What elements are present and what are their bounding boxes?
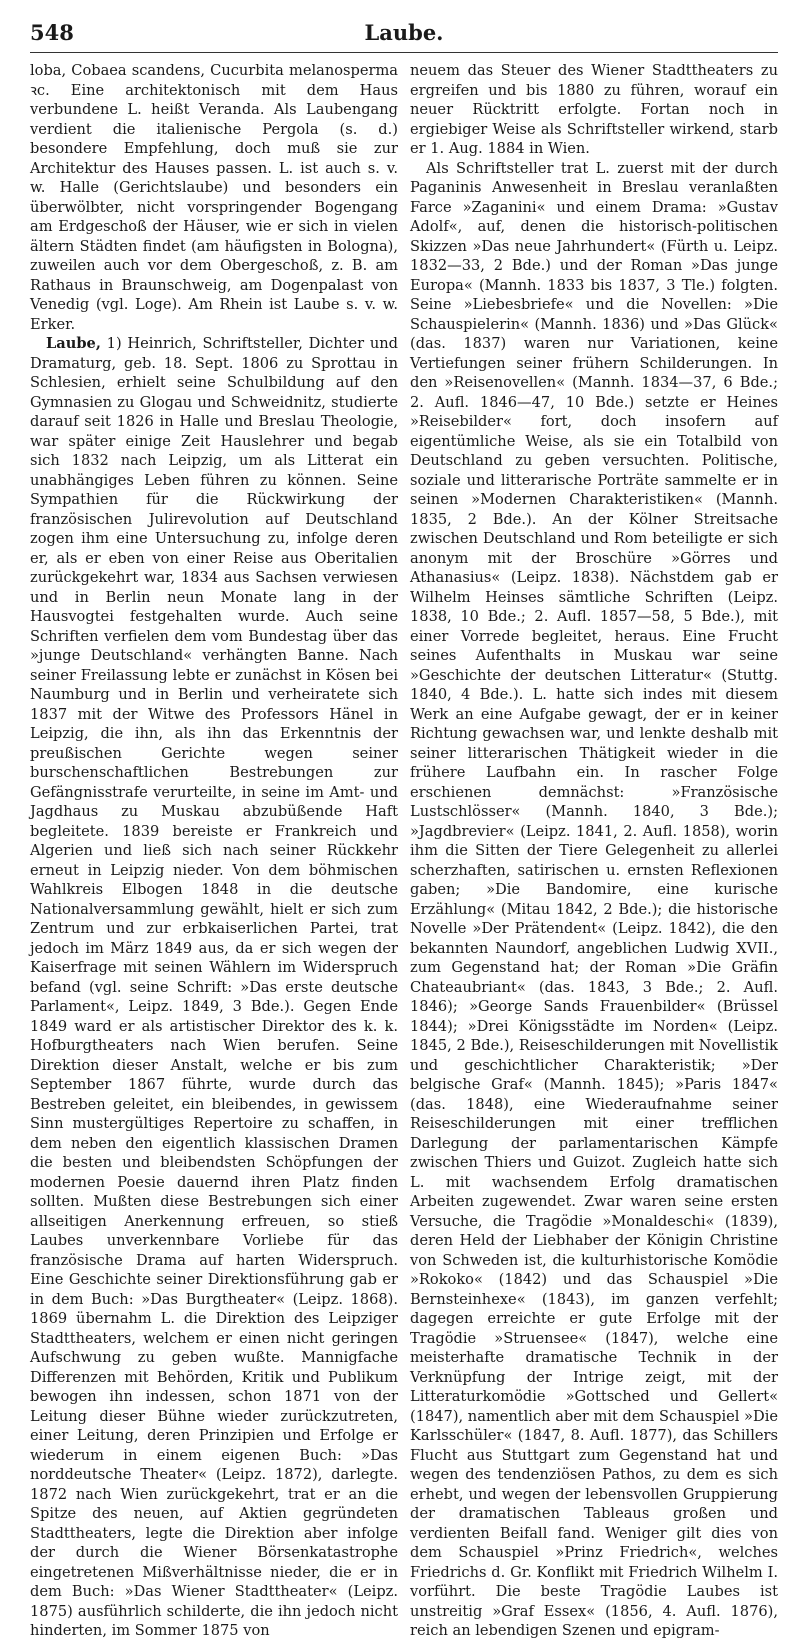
text-columns (30, 61, 778, 1639)
entry-continuation-laube: loba, Cobaea scandens, Cucurbita melanosperma ꝛc. Eine architektonisch mit dem Haus verbundene L. heißt Veranda. Als Laubengang verdient die italienische Pergola (s. d.) besondere Empfehlung, doch muß sie zur Architektur des Hauses passen. L. ist auch s. v. w. Halle (Gerichtslaube) und besonders ein überwölbter, nicht vorspringender Bogengang am Erdgeschoß der Häuser, wie er sich in vielen ältern Städten findet (am häufigsten in Bologna), zuweilen auch vor dem Obergeschoß, z. B. am Rathaus in Braunschweig, am Dogenpalast von Venedig (vgl. Loge). Am Rhein ist Laube s. v. w. Erker. (30, 62, 398, 333)
page-header (30, 18, 778, 53)
entry-continuation-laube-heinrich: neuem das Steuer des Wiener Stadttheaters zu ergreifen und bis 1880 zu führen, worauf ein neuer Rücktritt erfolgte. Fortan noch in ergiebiger Weise als Schriftsteller wirkend, starb er 1. Aug. 1884 in Wien. (410, 62, 778, 157)
entry-text: 1) Heinrich, Schriftsteller, Dichter und Dramaturg, geb. 18. Sept. 1806 zu Sprottau in Schlesien, erhielt seine Schulbildung auf den Gymnasien zu Glogau und Schweidnitz, studierte darauf seit 1826 in Halle und Breslau Theologie, war später einige Zeit Hauslehrer und begab sich 1832 nach Leipzig, um als Litterat ein unabhängiges Leben führen zu können. Seine Sympathien für die Rückwirkung der französischen Julirevolution auf Deutschland zogen ihm eine Untersuchung zu, infolge deren er, als er eben von einer Reise aus Oberitalien zurückgekehrt war, 1834 aus Sachsen verwiesen und in Berlin neun Monate lang in der Hausvogtei festgehalten wurde. Auch seine Schriften verfielen dem vom Bundestag über das »junge Deutschland« verhängten Banne. Nach seiner Freilassung lebte er zunächst in Kösen bei Naumburg und in Berlin und verheiratete sich 1837 mit der Witwe des Professors Hänel in Leipzig, die ihn, als ihn das Erkenntnis der preußischen Gerichte wegen seiner burschenschaftlichen Bestrebungen zur Gefängnisstrafe verurteilte, in seine im Amt- und Jagdhaus zu Muskau abzubüßende Haft begleitete. 1839 bereiste er Frankreich und Algerien und ließ sich nach seiner Rückkehr erneut in Leipzig nieder. Von dem böhmischen Wahlkreis Elbogen 1848 in die deutsche Nationalversammlung gewählt, hielt er sich zum Zentrum und zur erbkaiserlichen Partei, trat jedoch im März 1849 aus, da er sich wegen der Kaiserfrage mit seinen Wählern im Widerspruch befand (vgl. seine Schrift: »Das erste deutsche Parlament«, Leipz. 1849, 3 Bde.). Gegen Ende 1849 ward er als artistischer Direktor des k. k. Hofburgtheaters nach Wien berufen. Seine Direktion dieser Anstalt, welche er bis zum September 1867 führte, wurde durch das Bestreben geleitet, ein bleibendes, in gewissem Sinn mustergültiges Repertoire zu schaffen, in dem neben den eigentlich klassischen Dramen die besten und bleibendsten Schöpfungen der modernen Poesie dauernd ihren Platz finden sollten. Mußten diese Bestrebungen sich einer allseitigen Anerkennung erfreuen, so stieß Laubes unverkennbare Vorliebe für das französische Drama auf harten Widerspruch. Eine Geschichte seiner Direktionsführung gab er in dem Buch: »Das Burgtheater« (Leipz. 1868). 1869 übernahm L. die Direktion des Leipziger Stadttheaters, welchem er einen nicht geringen Aufschwung zu geben wußte. Mannigfache Differenzen mit Behörden, Kritik und Publikum bewogen ihn indessen, schon 1871 von der Leitung dieser Bühne wieder zurückzutreten, einer Leitung, deren Prinzipien und Erfolge er wiederum in einem eigenen Buch: »Das norddeutsche Theater« (Leipz. 1872), darlegte. 1872 nach Wien zurückgekehrt, trat er an die Spitze des neuen, auf Aktien gegründeten Stadttheaters, legte die Direktion aber infolge der durch die Wiener Börsenkatastrophe eingetretenen Mißverhältnisse nieder, die er in dem Buch: »Das Wiener Stadttheater« (Leipz. 1875) ausführlich schilderte, die ihn jedoch nicht hinderten, im Sommer 1875 von (30, 335, 398, 1639)
running-head: Laube. (364, 20, 444, 45)
headword: Laube, (46, 335, 101, 352)
page-number: 548 (30, 20, 74, 45)
left-column (30, 61, 398, 1639)
entry-writings-paragraph: Als Schriftsteller trat L. zuerst mit der durch Paganinis Anwesenheit in Breslau veranlaßten Farce »Zaganini« und einem Drama: »Gustav Adolf«, auf, denen die historisch-politischen Skizzen »Das neue Jahrhundert« (Fürth u. Leipz. 1832—33, 2 Bde.) und der Roman »Das junge Europa« (Mannh. 1833 bis 1837, 3 Tle.) folgten. Seine »Liebesbriefe« und die Novellen: »Die Schauspielerin« (Mannh. 1836) und »Das Glück« (das. 1837) waren nur Variationen, keine Vertiefungen seiner frühern Schilderungen. In den »Reisenovellen« (Mannh. 1834—37, 6 Bde.; 2. Aufl. 1846—47, 10 Bde.) setzte er Heines »Reisebilder« fort, doch insofern auf eigentümliche Weise, als sie ein Totalbild von Deutschland zu geben versuchten. Politische, soziale und litterarische Porträte sammelte er in seinen »Modernen Charakteristiken« (Mannh. 1835, 2 Bde.). An der Kölner Streitsache zwischen Deutschland und Rom beteiligte er sich anonym mit der Broschüre »Görres und Athanasius« (Leipz. 1838). Nächstdem gab er Wilhelm Heinses sämtliche Schriften (Leipz. 1838, 10 Bde.; 2. Aufl. 1857—58, 5 Bde.), mit einer Vorrede begleitet, heraus. Eine Frucht seines Aufenthalts in Muskau war seine »Geschichte der deutschen Litteratur« (Stuttg. 1840, 4 Bde.). L. hatte sich indes mit diesem Werk an eine Aufgabe gewagt, der er in keiner Richtung gewachsen war, und lenkte deshalb mit seiner litterarischen Thätigkeit wieder in die frühere Laufbahn ein. In rascher Folge erschienen demnächst: »Französische Lustschlösser« (Mannh. 1840, 3 Bde.); »Jagdbrevier« (Leipz. 1841, 2. Aufl. 1858), worin ihm die Sitten der Tiere Gelegenheit zu allerlei scherzhaften, satirischen u. ernsten Reflexionen gaben; »Die Bandomire, eine kurische Erzählung« (Mitau 1842, 2 Bde.); die historische Novelle »Der Prätendent« (Leipz. 1842), die den bekannten Naundorf, angeblichen Ludwig XVII., zum Gegenstand hat; der Roman »Die Gräfin Chateaubriant« (das. 1843, 3 Bde.; 2. Aufl. 1846); »George Sands Frauenbilder« (Brüssel 1844); »Drei Königsstädte im Norden« (Leipz. 1845, 2 Bde.), Reiseschilderungen mit Novellistik und geschichtlicher Charakteristik; »Der belgische Graf« (Mannh. 1845); »Paris 1847« (das. 1848), eine Wiederaufnahme seiner Reiseschilderungen mit einer trefflichen Darlegung der parlamentarischen Kämpfe zwischen Thiers und Guizot. Zugleich hatte sich L. mit wachsendem Erfolg dramatischen Arbeiten zugewendet. Zwar waren seine ersten Versuche, die Tragödie »Monaldeschi« (1839), deren Held der Liebhaber der Königin Christine von Schweden ist, die kulturhistorische Komödie »Rokoko« (1842) und das Schauspiel »Die Bernsteinhexe« (1843), im ganzen verfehlt; dagegen erreichte er gute Erfolge mit der Tragödie »Struensee« (1847), welche eine meisterhafte dramatische Technik in der Verknüpfung der Intrige zeigt, mit der Litteraturkomödie »Gottsched und Gellert« (1847), namentlich aber mit dem Schauspiel »Die Karlsschüler« (1847, 8. Aufl. 1877), das Schillers Flucht aus Stuttgart zum Gegenstand hat und wegen des tendenziösen Pathos, zu dem es sich erhebt, und wegen der lebensvollen Gruppierung der dramatischen Tableaus großen und verdienten Beifall fand. Weniger gilt dies von dem Schauspiel »Prinz Friedrich«, welches Friedrichs d. Gr. Konflikt mit Friedrich Wilhelm I. vorführt. Die beste Tragödie Laubes ist unstreitig »Graf Essex« (1856, 4. Aufl. 1876), reich an lebendigen Szenen und epigram- (410, 159, 778, 1639)
entry-laube-heinrich (30, 334, 398, 1641)
right-column (410, 61, 778, 1639)
